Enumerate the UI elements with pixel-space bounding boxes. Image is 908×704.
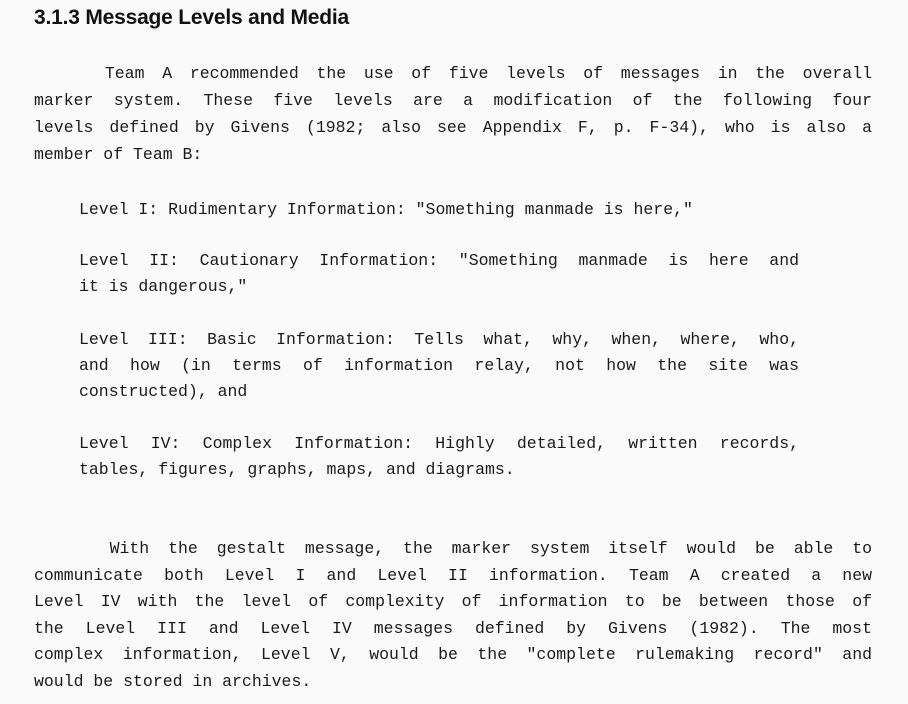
level-1-item — [79, 197, 799, 223]
level-2-item — [79, 248, 799, 300]
level-line: Level II: Cautionary Information: "Something manmade is here and — [79, 251, 799, 270]
closing-line: the Level III and Level IV messages defined by Givens (1982). The most — [34, 618, 872, 638]
intro-paragraph — [34, 60, 872, 168]
closing-paragraph — [34, 536, 872, 695]
section-heading: 3.1.3 Message Levels and Media — [34, 6, 349, 29]
level-line: Level IV: Complex Information: Highly detailed, written records, — [79, 434, 799, 453]
intro-line: marker system. These five levels are a modification of the following four — [34, 91, 872, 110]
closing-line: would be stored in archives. — [34, 671, 312, 691]
intro-line: Team A recommended the use of five levels of messages in the overall — [34, 64, 872, 83]
closing-line: communicate both Level I and Level II information. Team A created a new — [34, 565, 872, 585]
level-line: tables, figures, graphs, maps, and diagrams. — [79, 460, 515, 479]
level-3-item — [79, 327, 799, 405]
level-line: and how (in terms of information relay, not how the site was — [79, 356, 799, 375]
level-line: it is dangerous," — [79, 277, 248, 296]
intro-line: levels defined by Givens (1982; also see Appendix F, p. F-34), who is also a — [34, 118, 872, 137]
closing-line: With the gestalt message, the marker system itself would be able to — [34, 539, 872, 558]
closing-line: complex information, Level V, would be the "complete rulemaking record" and — [34, 645, 872, 664]
intro-line: member of Team B: — [34, 145, 203, 164]
level-line: Level III: Basic Information: Tells what, why, when, where, who, — [79, 330, 799, 349]
level-4-item — [79, 431, 799, 483]
level-line: constructed), and — [79, 382, 248, 401]
closing-line: Level IV with the level of complexity of information to be between those of — [34, 592, 872, 611]
level-line: Level I: Rudimentary Information: "Something manmade is here," — [79, 200, 693, 219]
